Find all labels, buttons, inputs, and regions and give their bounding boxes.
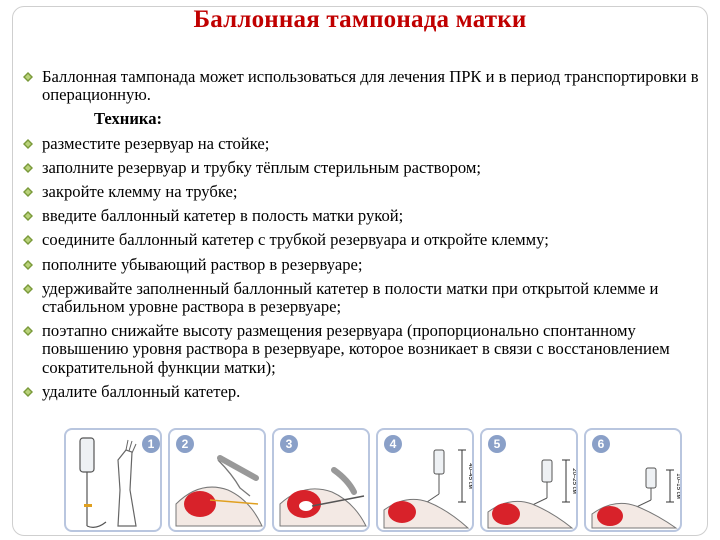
diamond-bullet-icon <box>22 234 34 246</box>
panel-number-5: 5 <box>488 435 506 453</box>
illustration-panel-1 <box>64 428 162 532</box>
illustration-panel-6 <box>584 428 682 532</box>
height-label-panel-6: 10–15 см <box>675 473 681 499</box>
step-text: удерживайте заполненный баллонный катетер в полости матки при открытой клемме и стабильном уровне раствора в резервуаре; <box>42 278 659 317</box>
list-item-step <box>22 183 706 201</box>
panel-number-4: 4 <box>384 435 402 453</box>
diamond-bullet-icon <box>22 138 34 150</box>
panel-number-1: 1 <box>142 435 160 453</box>
height-label-panel-5: 20–25 см <box>571 468 577 494</box>
illustration-panel-5 <box>480 428 578 532</box>
diamond-bullet-icon <box>22 259 34 271</box>
diamond-bullet-icon <box>22 162 34 174</box>
illustration-panel-2 <box>168 428 266 532</box>
list-item-step <box>22 207 706 225</box>
list-item-step <box>22 159 706 177</box>
slide-title: Баллонная тампонада матки <box>193 6 527 33</box>
diamond-bullet-icon <box>22 210 34 222</box>
list-item-step <box>22 280 706 316</box>
list-item-step <box>22 231 706 249</box>
illustration-panel-4 <box>376 428 474 532</box>
step-text: поэтапно снижайте высоту размещения резервуара (пропорционально спонтанному повышению уровня раствора в резервуаре, которое возникает в связи с восстановлением сократительной функции матки); <box>42 321 670 377</box>
diamond-bullet-icon <box>22 71 34 83</box>
list-item-step <box>22 322 706 377</box>
list-item-step <box>22 135 706 153</box>
panel-number-2: 2 <box>176 435 194 453</box>
diamond-bullet-icon <box>22 186 34 198</box>
step-text: заполните резервуар и трубку тёплым стерильным раствором; <box>42 157 482 177</box>
step-text: удалите баллонный катетер. <box>42 381 241 401</box>
diamond-bullet-icon <box>22 283 34 295</box>
step-text: закройте клемму на трубке; <box>42 182 238 202</box>
diamond-bullet-icon <box>22 386 34 398</box>
step-text: пополните убывающий раствор в резервуаре; <box>42 254 363 274</box>
intro-text: Баллонная тампонада может использоваться для лечения ПРК и в период транспортировки в операционную. <box>42 67 699 105</box>
step-text: введите баллонный катетер в полость матки рукой; <box>42 206 404 226</box>
technique-label: Техника: <box>94 109 163 129</box>
height-label-panel-4: 40–45 см <box>467 463 473 489</box>
list-item-step <box>22 383 706 401</box>
illustration-strip <box>64 428 684 532</box>
diamond-bullet-icon <box>22 325 34 337</box>
steps-list <box>22 135 706 401</box>
step-text: разместите резервуар на стойке; <box>42 133 270 153</box>
panel-number-3: 3 <box>280 435 298 453</box>
step-text: соедините баллонный катетер с трубкой резервуара и откройте клемму; <box>42 230 549 250</box>
panel-number-6: 6 <box>592 435 610 453</box>
list-item-intro <box>22 68 706 104</box>
illustration-panel-3 <box>272 428 370 532</box>
list-item-step <box>22 256 706 274</box>
slide-content <box>22 68 706 407</box>
